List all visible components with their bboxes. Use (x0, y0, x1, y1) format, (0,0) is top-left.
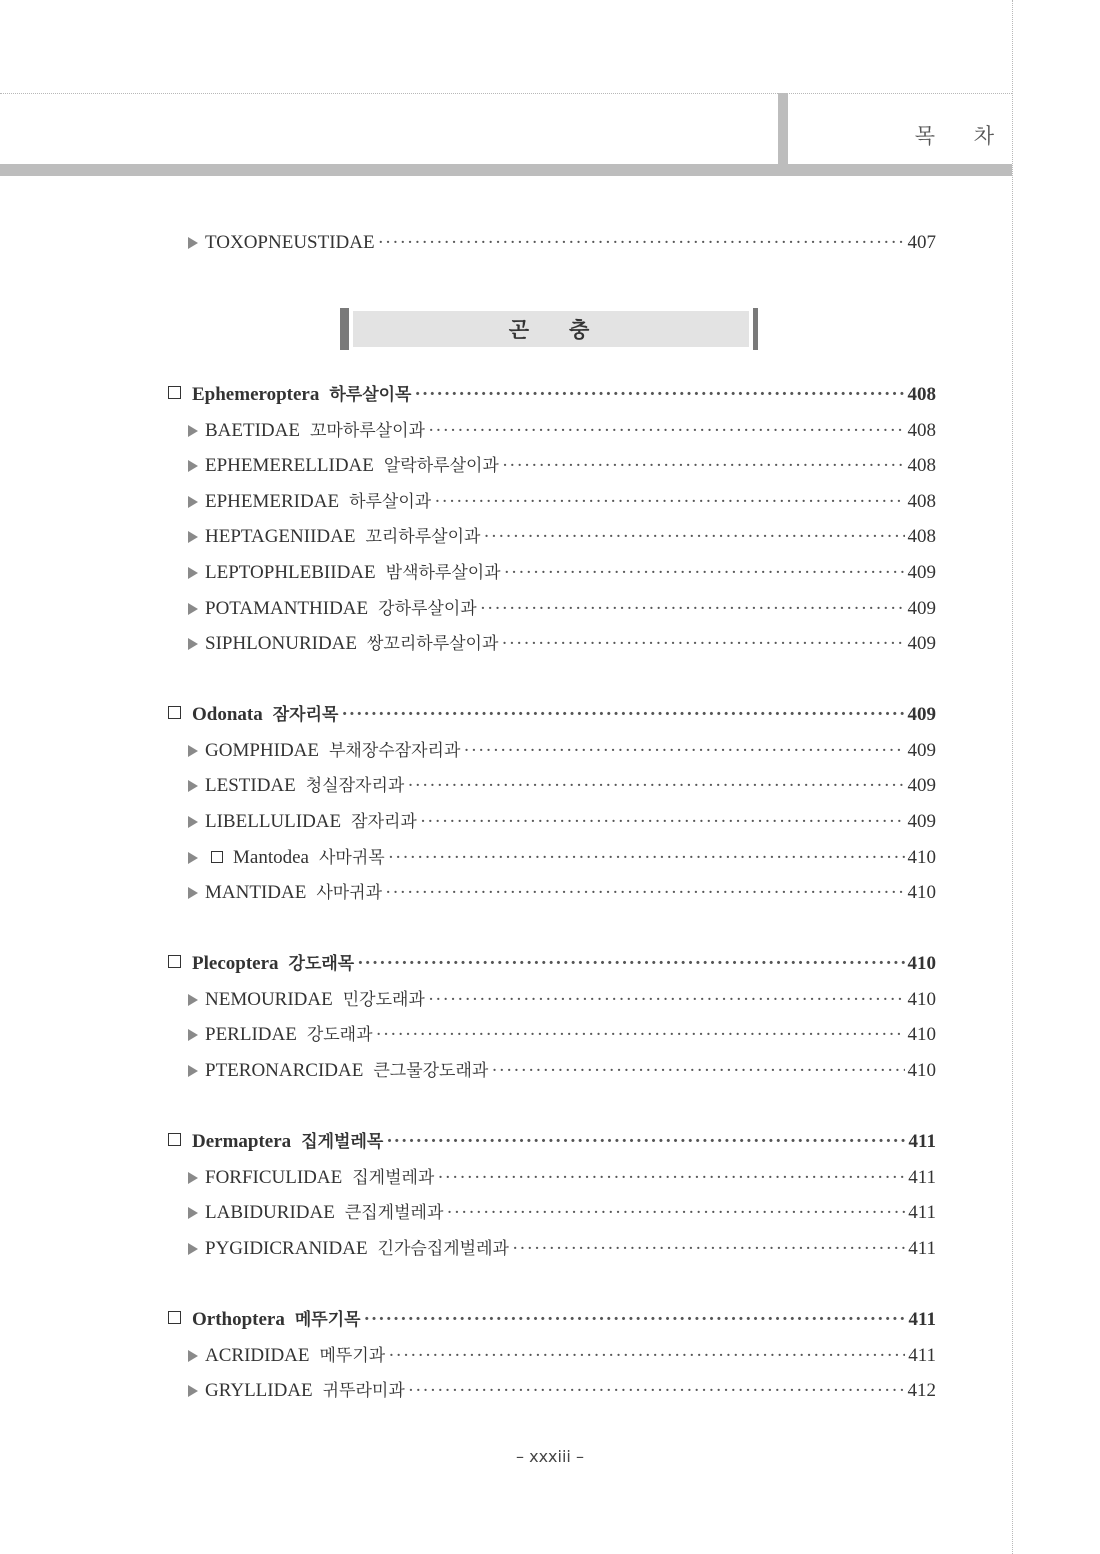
dot-leader (388, 1345, 905, 1367)
triangle-bullet-icon (188, 531, 198, 543)
toc-entry-heptageniidae[interactable] (188, 522, 936, 552)
footer-page-number: – xxxiii – (516, 1447, 584, 1466)
dot-leader (512, 1238, 905, 1260)
dot-leader (386, 1131, 905, 1153)
triangle-bullet-icon (188, 994, 198, 1006)
family-latin: ACRIDIDAE (205, 1345, 310, 1366)
order-latin: Odonata (192, 704, 263, 725)
dot-leader (420, 811, 905, 833)
page-number: 409 (907, 633, 936, 654)
page-number: 411 (908, 1131, 936, 1152)
toc-order-ephemeroptera[interactable] (168, 380, 936, 410)
page-number: 408 (907, 455, 936, 476)
dot-leader (428, 989, 905, 1011)
toc-order-orthoptera[interactable] (168, 1305, 936, 1335)
dot-leader (376, 1024, 905, 1046)
dot-leader (434, 491, 904, 513)
toc-entry-gomphidae[interactable] (188, 736, 936, 766)
toc-entry-leptophlebiidae[interactable] (188, 558, 936, 588)
family-latin: HEPTAGENIIDAE (205, 526, 356, 547)
dot-leader (378, 232, 905, 254)
toc-entry-pteronarcidae[interactable] (188, 1056, 936, 1086)
checkbox-square-icon (168, 1311, 181, 1324)
triangle-bullet-icon (188, 603, 198, 615)
header-bar (0, 164, 1012, 176)
family-korean: 큰그물강도래과 (373, 1061, 489, 1081)
family-latin: PERLIDAE (205, 1024, 297, 1045)
page-number: 408 (907, 526, 936, 547)
order-korean: 하루살이목 (329, 385, 412, 405)
family-latin: SIPHLONURIDAE (205, 633, 357, 654)
header-label: 목 차 (914, 124, 1010, 148)
family-korean: 사마귀목 (318, 848, 385, 868)
page-number: 409 (907, 562, 936, 583)
page-number: 411 (908, 1309, 936, 1330)
order-latin: Plecoptera (192, 953, 279, 974)
triangle-bullet-icon (188, 1385, 198, 1397)
dot-leader (428, 420, 905, 442)
checkbox-square-icon (168, 1133, 181, 1146)
triangle-bullet-icon (188, 887, 198, 899)
order-korean: 집게벌레목 (301, 1132, 384, 1152)
checkbox-square-icon (211, 851, 223, 863)
dot-leader (491, 1060, 904, 1082)
order-latin: Ephemeroptera (192, 384, 320, 405)
page-number: 411 (908, 1238, 936, 1259)
triangle-bullet-icon (188, 780, 198, 792)
family-latin: BAETIDAE (205, 420, 300, 441)
section-title: 곤충 (508, 318, 630, 342)
toc-entry-acrididae[interactable] (188, 1341, 936, 1371)
dot-leader (501, 633, 904, 655)
toc-order-dermaptera[interactable] (168, 1127, 936, 1157)
family-korean: 민강도래과 (342, 990, 425, 1010)
page-number: 409 (907, 811, 936, 832)
family-korean: 꼬리하루살이과 (365, 527, 481, 547)
checkbox-square-icon (168, 706, 181, 719)
dot-leader (502, 455, 905, 477)
page-number: 410 (907, 989, 936, 1010)
dot-leader (364, 1309, 906, 1331)
page-number: 408 (907, 384, 936, 405)
top-dotted-rule (0, 93, 1012, 94)
family-korean: 잠자리과 (351, 812, 417, 832)
family-korean: 긴가슴집게벌레과 (377, 1239, 509, 1259)
triangle-bullet-icon (188, 1029, 198, 1041)
page-number: 410 (907, 1024, 936, 1045)
family-korean: 알락하루살이과 (383, 456, 499, 476)
family-korean: 밤색하루살이과 (385, 563, 501, 583)
toc-entry-forficulidae[interactable] (188, 1163, 936, 1193)
family-korean: 꼬마하루살이과 (309, 421, 425, 441)
page-number: 409 (907, 598, 936, 619)
triangle-bullet-icon (188, 237, 198, 249)
toc-entry-ephemerellidae[interactable] (188, 451, 936, 481)
order-latin: Orthoptera (192, 1309, 285, 1330)
page-number: 410 (907, 953, 936, 974)
triangle-bullet-icon (188, 567, 198, 579)
order-korean: 잠자리목 (272, 705, 339, 725)
page-number: 408 (907, 420, 936, 441)
family-latin: POTAMANTHIDAE (205, 598, 369, 619)
triangle-bullet-icon (188, 1065, 198, 1077)
triangle-bullet-icon (188, 816, 198, 828)
dot-leader (357, 953, 904, 975)
page-number: 411 (908, 1345, 936, 1366)
page-number: 410 (907, 882, 936, 903)
family-korean: 부채장수잠자리과 (329, 741, 461, 761)
toc-entry-mantodea[interactable] (188, 843, 936, 873)
toc-order-odonata[interactable] (168, 700, 936, 730)
family-latin: Mantodea (233, 847, 309, 868)
family-korean: 메뚜기과 (319, 1346, 386, 1366)
dot-leader (341, 704, 904, 726)
family-latin: LEPTOPHLEBIIDAE (205, 562, 376, 583)
toc-entry-gryllidae[interactable] (188, 1376, 936, 1406)
triangle-bullet-icon (188, 1207, 198, 1219)
dot-leader (408, 1380, 905, 1402)
family-korean: 큰집게벌레과 (344, 1203, 444, 1223)
triangle-bullet-icon (188, 425, 198, 437)
triangle-bullet-icon (188, 638, 198, 650)
triangle-bullet-icon (188, 852, 198, 864)
family-latin: TOXOPNEUSTIDAE (205, 232, 375, 253)
right-dotted-rule (1012, 0, 1013, 1554)
page-number: 411 (908, 1167, 936, 1188)
family-latin: LESTIDAE (205, 775, 296, 796)
family-latin: LABIDURIDAE (205, 1202, 335, 1223)
header-tab-bar (778, 93, 788, 164)
toc-entry-baetidae[interactable] (188, 416, 936, 446)
page-number: 411 (908, 1202, 936, 1223)
dot-leader (483, 526, 904, 548)
dot-leader (385, 882, 904, 904)
checkbox-square-icon (168, 386, 181, 399)
section-banner (340, 308, 758, 350)
toc-entry-perlidae[interactable] (188, 1020, 936, 1050)
page-number: 407 (907, 232, 936, 253)
family-korean: 집게벌레과 (352, 1168, 435, 1188)
triangle-bullet-icon (188, 1172, 198, 1184)
page-number: 412 (907, 1380, 936, 1401)
family-korean: 강하루살이과 (378, 599, 477, 619)
order-korean: 강도래목 (288, 954, 355, 974)
triangle-bullet-icon (188, 496, 198, 508)
family-latin: LIBELLULIDAE (205, 811, 342, 832)
family-latin: EPHEMERELLIDAE (205, 455, 374, 476)
family-korean: 하루살이과 (349, 492, 432, 512)
toc-entry-potamanthidae[interactable] (188, 594, 936, 624)
toc-entry-pygidicranidae[interactable] (188, 1234, 936, 1264)
dot-leader (480, 598, 905, 620)
toc-entry-siphlonuridae[interactable] (188, 629, 936, 659)
family-korean: 청실잠자리과 (305, 776, 405, 796)
triangle-bullet-icon (188, 460, 198, 472)
toc-entry-labiduridae[interactable] (188, 1198, 936, 1228)
page-number: 409 (907, 704, 936, 725)
dot-leader (437, 1167, 905, 1189)
dot-leader (504, 562, 905, 584)
family-latin: GOMPHIDAE (205, 740, 319, 761)
page-number: 410 (907, 1060, 936, 1081)
page-number: 409 (907, 775, 936, 796)
family-latin: FORFICULIDAE (205, 1167, 343, 1188)
family-latin: NEMOURIDAE (205, 989, 333, 1010)
toc-entry-lestidae[interactable] (188, 771, 936, 801)
page-number: 408 (907, 491, 936, 512)
toc-entry-nemouridae[interactable] (188, 985, 936, 1015)
triangle-bullet-icon (188, 745, 198, 757)
family-korean: 강도래과 (306, 1025, 373, 1045)
family-korean: 귀뚜라미과 (322, 1381, 405, 1401)
family-latin: EPHEMERIDAE (205, 491, 340, 512)
order-latin: Dermaptera (192, 1131, 292, 1152)
dot-leader (463, 740, 904, 762)
toc-entry-libellulidae[interactable] (188, 807, 936, 837)
page-number: 409 (907, 740, 936, 761)
family-latin: GRYLLIDAE (205, 1380, 313, 1401)
dot-leader (388, 847, 905, 869)
dot-leader (407, 775, 904, 797)
dot-leader (446, 1202, 905, 1224)
family-korean: 쌍꼬리하루살이과 (367, 634, 499, 654)
dot-leader (414, 384, 904, 406)
toc-order-plecoptera[interactable] (168, 949, 936, 979)
toc-entry-ephemeridae[interactable] (188, 487, 936, 517)
triangle-bullet-icon (188, 1243, 198, 1255)
family-korean: 사마귀과 (316, 883, 383, 903)
family-latin: PTERONARCIDAE (205, 1060, 364, 1081)
order-korean: 메뚜기목 (294, 1310, 361, 1330)
toc-entry-mantidae[interactable] (188, 878, 936, 908)
family-latin: PYGIDICRANIDAE (205, 1238, 368, 1259)
toc-entry-toxopneustidae[interactable] (188, 232, 936, 262)
page-number: 410 (907, 847, 936, 868)
family-latin: MANTIDAE (205, 882, 307, 903)
checkbox-square-icon (168, 955, 181, 968)
triangle-bullet-icon (188, 1350, 198, 1362)
